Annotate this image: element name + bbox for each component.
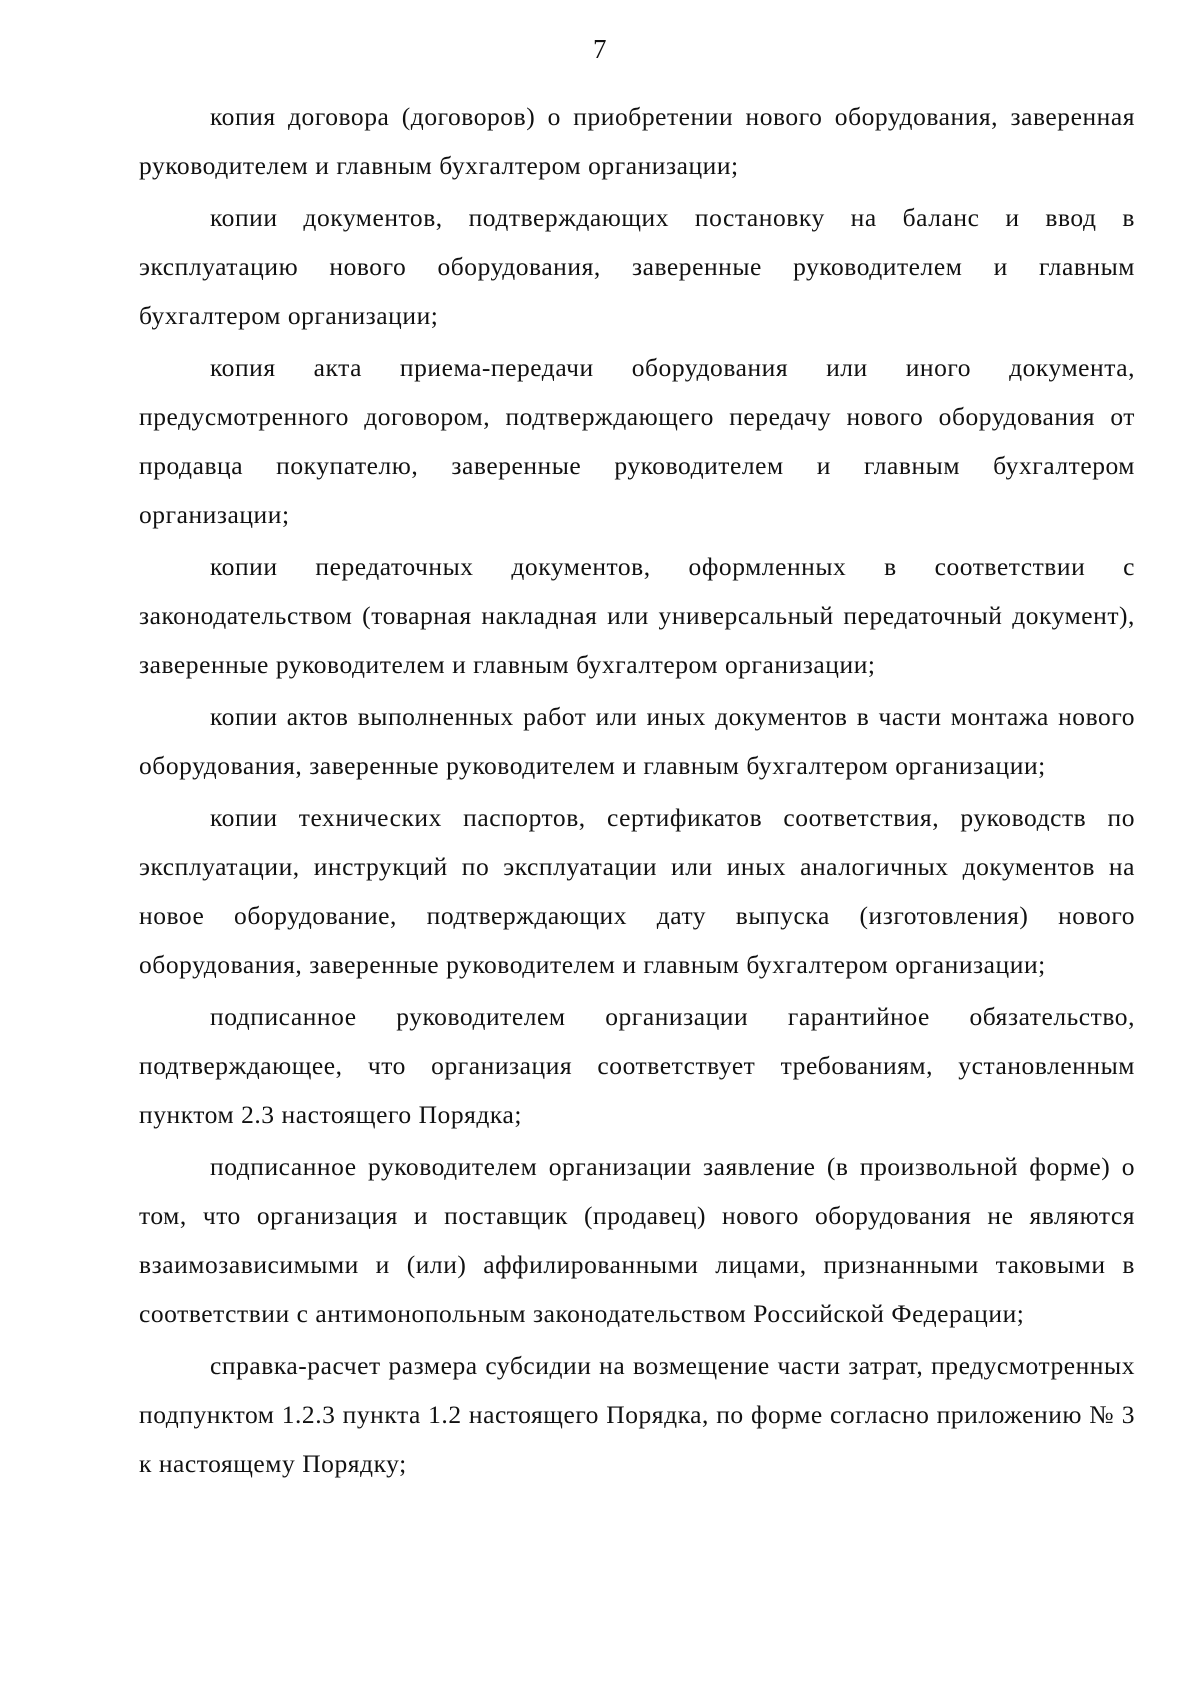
document-body bbox=[139, 92, 1135, 1491]
paragraph-balance-documents: копии документов, подтверждающих постановку на баланс и ввод в эксплуатацию нового оборудования, заверенные руководителем и главным бухгалтером организации; bbox=[139, 203, 1135, 330]
page-number: 7 bbox=[593, 34, 607, 64]
paragraph-subsidy-calculation: справка-расчет размера субсидии на возмещение части затрат, предусмотренных подпунктом 1.2.3 пункта 1.2 настоящего Порядка, по форме согласно приложению № 3 к настоящему Порядку; bbox=[139, 1351, 1135, 1478]
paragraph-independence-statement: подписанное руководителем организации заявление (в произвольной форме) о том, что организация и поставщик (продавец) нового оборудования не являются взаимозависимыми и (или) аффилированными лицами, признанными таковыми в соответствии с антимонопольным законодательством Российской Федерации; bbox=[139, 1152, 1135, 1328]
paragraph-guarantee-obligation: подписанное руководителем организации гарантийное обязательство, подтверждающее, что организация соответствует требованиям, установленным пунктом 2.3 настоящего Порядка; bbox=[139, 1002, 1135, 1129]
paragraph-technical-passports: копии технических паспортов, сертификатов соответствия, руководств по эксплуатации, инструкций по эксплуатации или иных аналогичных документов на новое оборудование, подтверждающих дату выпуска (изготовления) нового оборудования, заверенные руководителем и главным бухгалтером организации; bbox=[139, 803, 1135, 979]
paragraph-installation-acts: копии актов выполненных работ или иных документов в части монтажа нового оборудования, заверенные руководителем и главным бухгалтером организации; bbox=[139, 702, 1135, 780]
paragraph-transfer-documents: копии передаточных документов, оформленных в соответствии с законодательством (товарная накладная или универсальный передаточный документ), заверенные руководителем и главным бухгалтером организации; bbox=[139, 552, 1135, 679]
paragraph-contract-copy: копия договора (договоров) о приобретении нового оборудования, заверенная руководителем и главным бухгалтером организации; bbox=[139, 102, 1135, 180]
paragraph-transfer-act: копия акта приема-передачи оборудования или иного документа, предусмотренного договором, подтверждающего передачу нового оборудования от продавца покупателю, заверенные руководителем и главным бухгалтером организации; bbox=[139, 353, 1135, 529]
